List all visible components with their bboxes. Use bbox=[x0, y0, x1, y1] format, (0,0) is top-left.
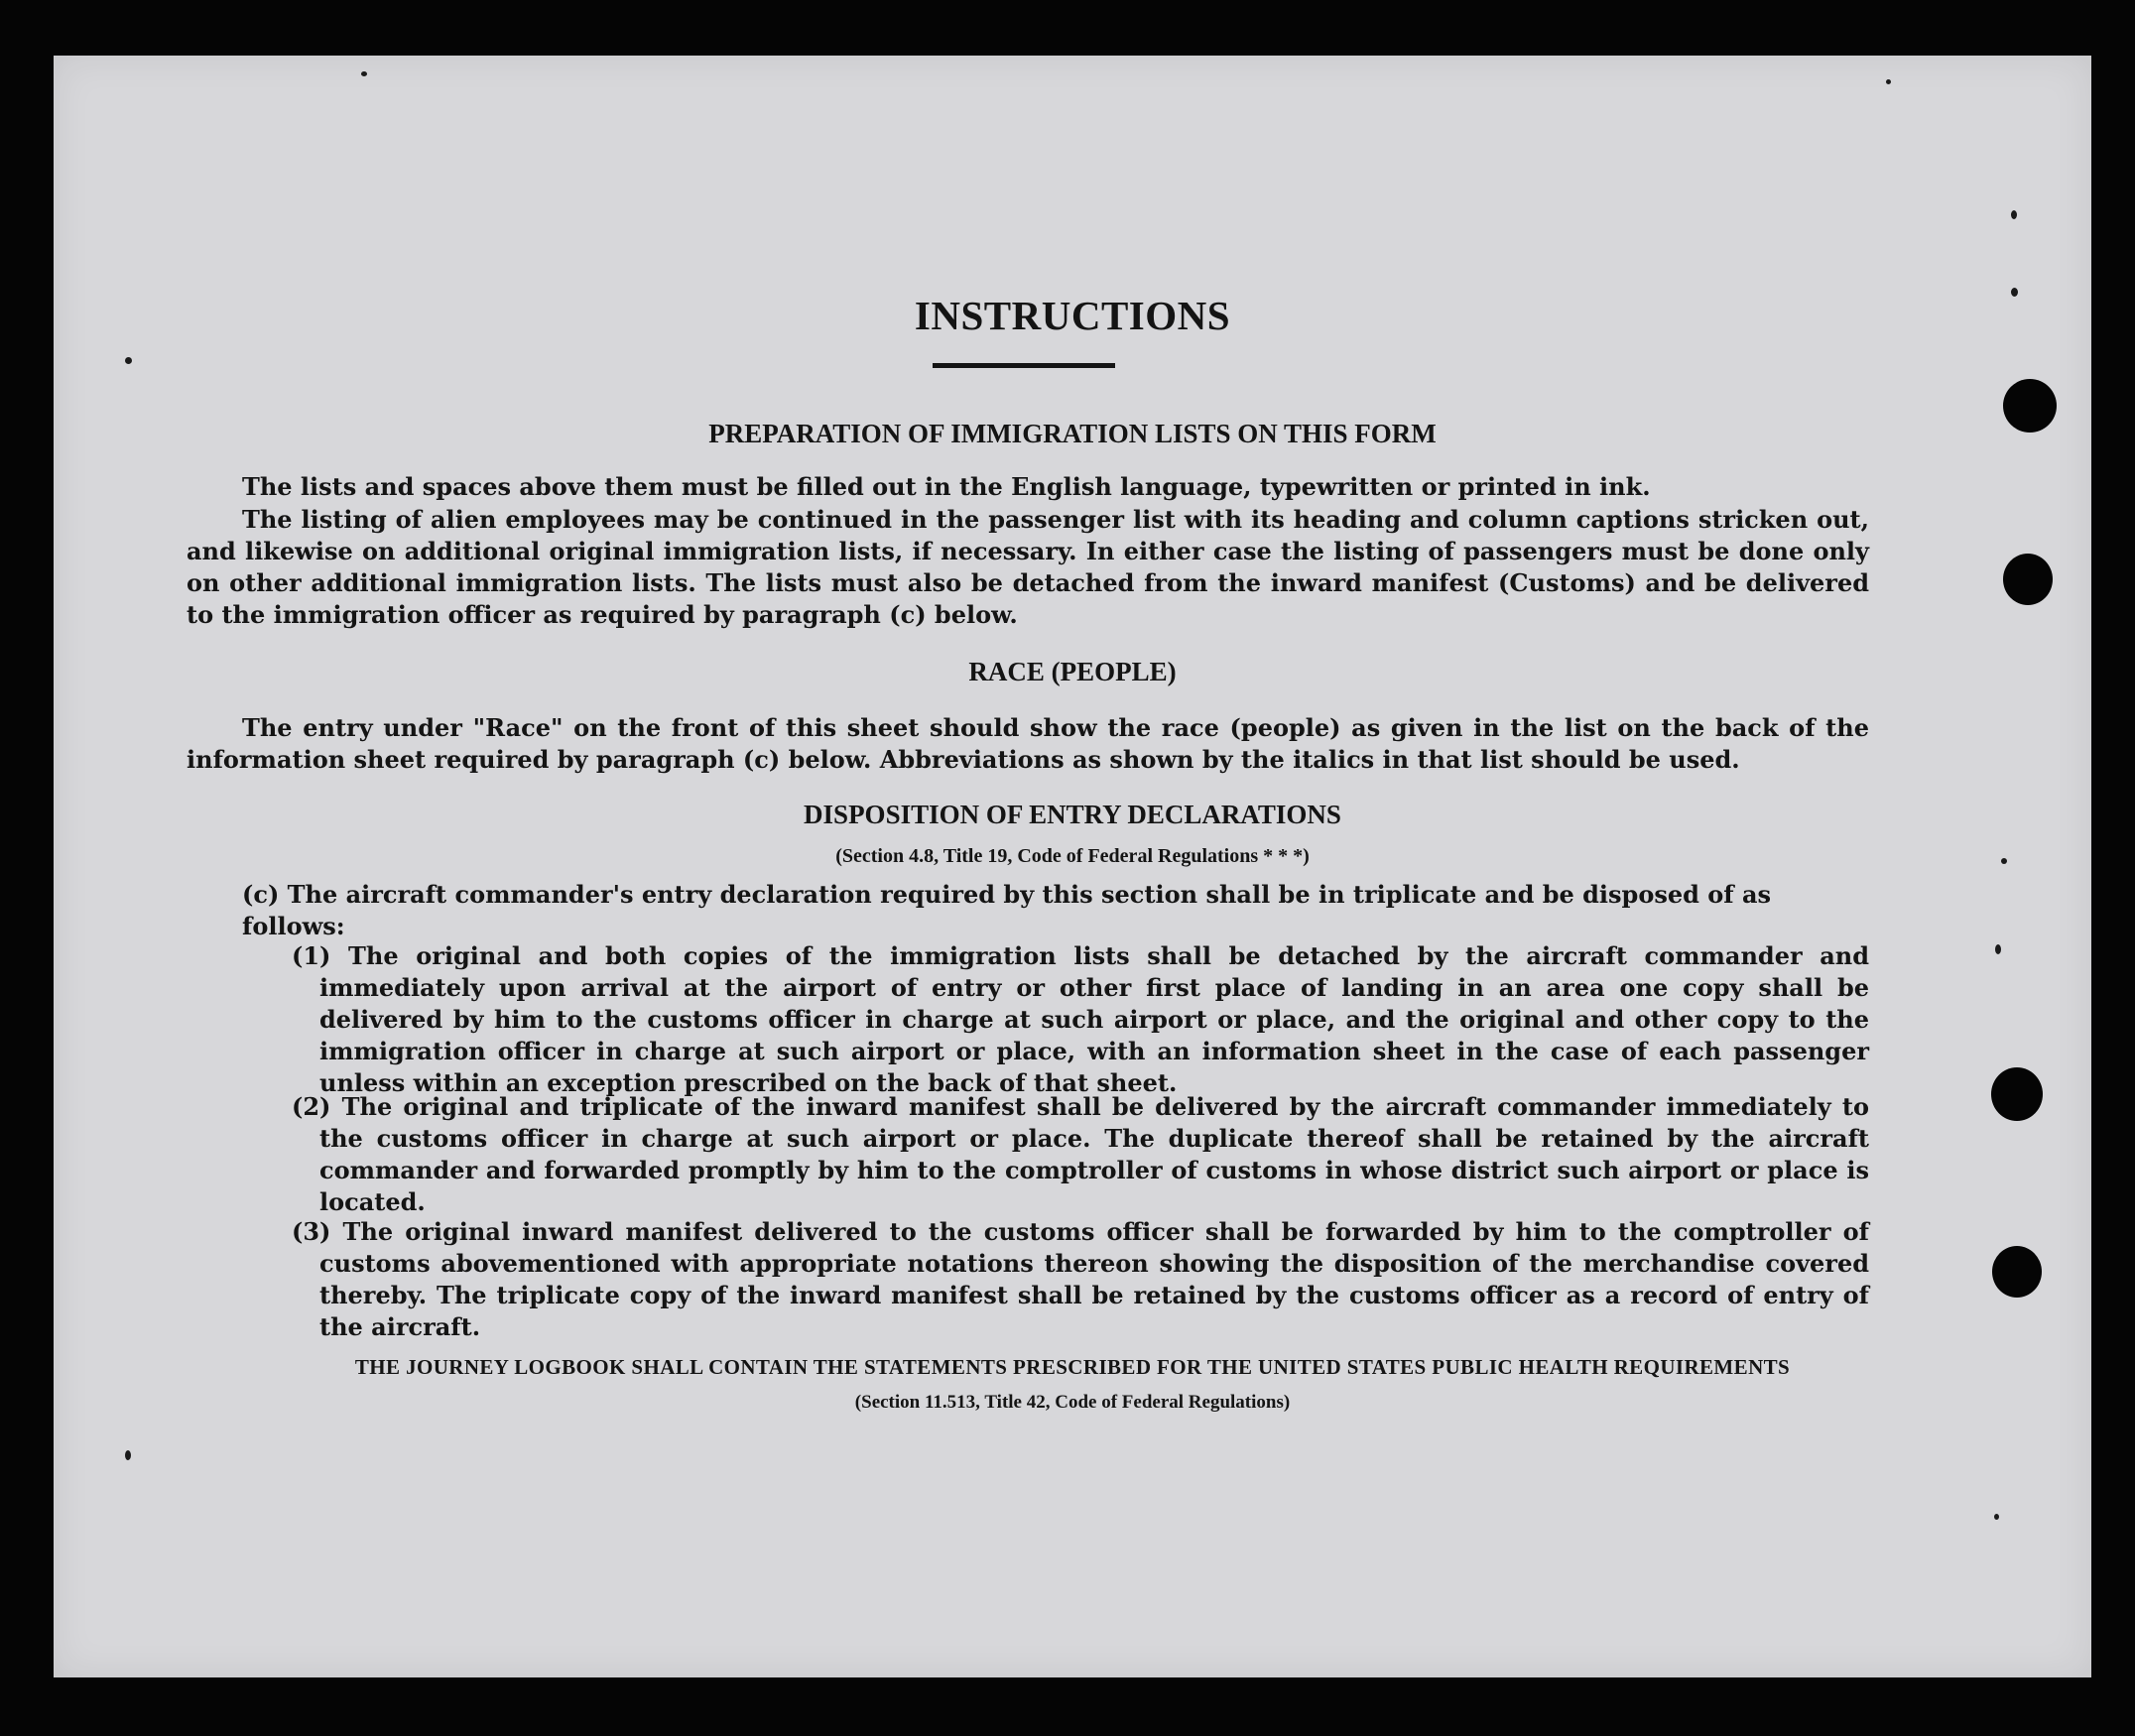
public-health-citation: (Section 11.513, Title 42, Code of Federal Regulations) bbox=[854, 1392, 1291, 1413]
item-number: (1) bbox=[292, 941, 331, 970]
disposition-item-2 bbox=[292, 1091, 1869, 1218]
disposition-item-3 bbox=[292, 1216, 1869, 1343]
item-text: The original and both copies of the immigration lists shall be detached by the aircraft commander and immediately upon arrival at the airport of entry or other first place of landing in an area one copy shall be delivered by him to the customs officer in charge at such airport or place, and the original and other copy to the immigration officer in charge at such airport or place, with an information sheet in the case of each passenger unless within an exception prescribed on the back of that sheet. bbox=[319, 941, 1869, 1097]
title-underline bbox=[933, 363, 1115, 368]
item-text: The original inward manifest delivered to the customs officer shall be forwarded by him to the comptroller of customs abovementioned with appropriate notations thereon showing the disposition of the merchandise covered thereby. The triplicate copy of the inward manifest shall be retained by the customs officer as a record of entry of the aircraft. bbox=[319, 1217, 1869, 1341]
item-number: (2) bbox=[292, 1092, 331, 1121]
scan-speck bbox=[1886, 79, 1891, 84]
scan-speck bbox=[2011, 210, 2017, 219]
scan-speck bbox=[125, 357, 132, 364]
race-heading: RACE (PEOPLE) bbox=[968, 657, 1177, 686]
punch-hole-4 bbox=[1992, 1246, 2042, 1298]
scan-speck bbox=[1995, 944, 2001, 954]
page-title: INSTRUCTIONS bbox=[914, 293, 1231, 338]
punch-hole-3 bbox=[1991, 1067, 2043, 1121]
scan-speck bbox=[361, 71, 367, 76]
public-health-statement: THE JOURNEY LOGBOOK SHALL CONTAIN THE STATEMENTS PRESCRIBED FOR THE UNITED STATES PUBLIC HEALTH REQUIREMENTS bbox=[354, 1355, 1791, 1379]
scan-speck bbox=[1994, 1514, 1999, 1520]
preparation-heading: PREPARATION OF IMMIGRATION LISTS ON THIS FORM bbox=[708, 419, 1437, 448]
item-text: The original and triplicate of the inward manifest shall be delivered by the aircraft commander immediately to the customs officer in charge at such airport or place. The duplicate thereof shall be retained by the aircraft commander and forwarded promptly by him to the comptroller of customs in whose district such airport or place is located. bbox=[319, 1092, 1869, 1216]
punch-hole-2 bbox=[2003, 554, 2053, 605]
preparation-paragraph-1: The lists and spaces above them must be filled out in the English language, typewritten or printed in ink. bbox=[242, 472, 1651, 501]
disposition-intro: (c) The aircraft commander's entry declaration required by this section shall be in triplicate and be disposed of as follows: bbox=[242, 880, 1772, 940]
scan-speck bbox=[125, 1450, 131, 1460]
disposition-heading: DISPOSITION OF ENTRY DECLARATIONS bbox=[804, 800, 1341, 829]
disposition-citation: (Section 4.8, Title 19, Code of Federal Regulations * * *) bbox=[835, 845, 1310, 867]
preparation-paragraph-2: The listing of alien employees may be continued in the passenger list with its heading and column captions stricken out, and likewise on additional original immigration lists, if necessary. In either case the listing of passengers must be done only on other additional immigration lists. The lists must also be detached from the inward manifest (Customs) and be delivered to the immigration officer as required by paragraph (c) below. bbox=[187, 505, 1869, 629]
paper-sheet bbox=[54, 56, 2091, 1677]
item-number: (3) bbox=[292, 1217, 331, 1246]
race-paragraph: The entry under "Race" on the front of this sheet should show the race (people) as given in the list on the back of the information sheet required by paragraph (c) below. Abbreviations as shown by the italics in that list should be used. bbox=[187, 713, 1869, 774]
disposition-item-1 bbox=[292, 940, 1869, 1099]
